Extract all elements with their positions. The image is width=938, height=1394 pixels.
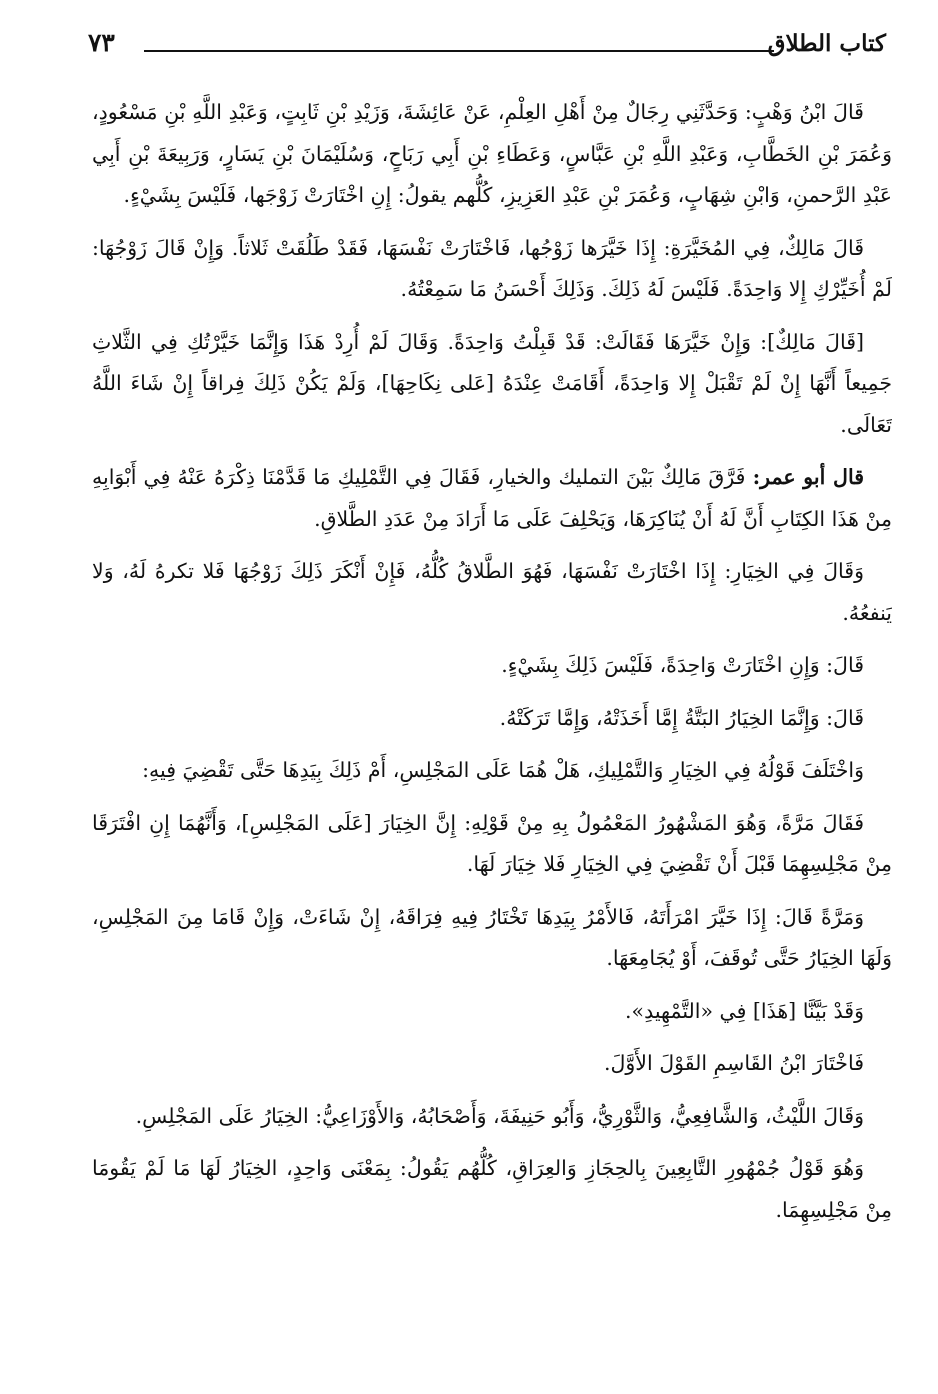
paragraph: قَالَ ابْنُ وَهْبٍ: وَحَدَّثَنِي رِجَالٌ مِنْ أَهْلِ العِلْمِ، عَنْ عَائِشَةَ، وَزَيْدِ بْنِ ثَابِتٍ، وَعَبْدِ اللَّهِ بْنِ مَسْعُودٍ، وَعُمَرَ بْنِ الخَطَّابِ، وَعَبْدِ اللَّهِ بْنِ عَبَّاسٍ، وَعَطَاءِ بْنِ أَبِي رَبَاحٍ، وَسُلَيْمَانَ بْنِ يَسَارٍ، وَرَبِيعَةَ بْنِ أَبِي عَبْدِ الرَّحمنِ، وَابْنِ شِهَابٍ، وَعُمَرَ بْنِ عَبْدِ العَزِيزِ، كُلُّهم يقولُ: إِنِ اخْتَارَتْ زَوْجَها، فَلَيْسَ بِشَيْءٍ. [92,100,892,207]
paragraph: قَالَ: وَإِنَّمَا الخِيَارُ البَتَّةُ إِمَّا أَخَذَتْهُ، وَإِمَّا تَرَكَتْهُ. [499,705,864,730]
paragraph: وَمَرَّةً قَالَ: إِذَا خَيَّرَ امْرَأَتَهُ، فَالأَمْرُ بِيَدِهَا تَخْتَارُ فِيهِ فِرَاقَهُ، إِنْ شَاءَتْ، وَإِنْ قَامَا مِنَ المَجْلِسِ، وَلَهَا الخِيَارُ حَتَّى تُوقَفَ، أَوْ يُجَامِعَهَا. [92,904,892,970]
paragraph: قَالَ مَالِكٌ، فِي المُخَيَّرَةِ: إِذَا خَيَّرَها زَوْجُها، فَاخْتَارَتْ نَفْسَهَا، فَقَدْ طَلُقَتْ ثَلاثاً. وَإِنْ قَالَ زَوْجُهَا: لَمْ أُخَيِّرْكِ إِلا وَاحِدَةً. فَلَيْسَ لَهُ ذَلِكَ. وَذَلِكَ أَحْسَنُ مَا سَمِعْتُهُ. [92,235,892,301]
body-text [92,92,892,1382]
paragraph: وَهُوَ قَوْلُ جُمْهُورِ التَّابِعِينَ بِالحِجَازِ وَالعِرَاقِ، كُلُّهُم يَقُولُ: بِمَعْنَى وَاحِدٍ، الخِيَارُ لَهَا مَا لَمْ يَقُومَا مِنْ مَجْلِسِهِمَا. [92,1156,892,1222]
paragraph: فَاخْتَارَ ابْنُ القَاسِمِ القَوْلَ الأَوَّلَ. [604,1051,864,1075]
paragraph-lead: قال أبو عمر: [752,465,864,489]
paragraph: [قَالَ مَالِكٌ]: وَإِنْ خَيَّرَهَا فَقَالَتْ: قَدْ قَبِلْتُ وَاحِدَةً. وَقَالَ لَمْ أُرِدْ هَذَا وَإِنَّمَا خَيَّرْتُكِ فِي الثَّلاثِ جَمِيعاً أَنَّهَا إِنْ لَمْ تَقْبَلْ إِلا وَاحِدَةً، أَقَامَتْ عِنْدَهُ [عَلى نِكَاحِهَا]، وَلَمْ يَكُنْ ذَلِكَ فِراقاً إِنْ شَاءَ اللَّهُ تَعَالَى. [92,329,892,437]
paragraph: قَالَ: وَإِنِ اخْتَارَتْ وَاحِدَةً، فَلَيْسَ ذَلِكَ بِشَيْءٍ. [501,653,864,677]
paragraph: قال أبو عمر: فَرَّقَ مَالِكٌ بَيْنَ التمليك والخيارِ، فَقَالَ فِي التَّمْلِيكِ مَا قَدَّمْنَا ذِكْرَهُ عَنْهُ فِي أَبْوَابِهِ مِنْ هَذَا الكِتَابِ أَنَّ لَهُ أَنْ يُنَاكِرَهَا، وَيَحْلِفَ عَلَى مَا أَرَادَ مِنْ عَدَدِ الطَّلاقِ. [92,465,892,531]
paragraph: فَقَالَ مَرَّةً، وَهُوَ المَشْهُورُ المَعْمُولُ بِهِ مِنْ قَوْلِهِ: إِنَّ الخِيَارَ [عَلَى المَجْلِسِ]، وَأَنَّهُمَا إِنِ افْتَرَقَا مِنْ مَجْلِسِهِمَا قَبْلَ أَنْ تَقْضِيَ فِي الخِيَارِ فَلا خِيَارَ لَهَا. [92,810,892,876]
page-number: ٧٣ [88,28,115,57]
paragraph: وَقَالَ اللَّيْثُ، وَالشَّافِعِيُّ، وَالثَّوْرِيُّ، وَأَبُو حَنِيفَةَ، وَأَصْحَابُهُ، وَالأَوْزَاعِيُّ: الخِيَارُ عَلَى المَجْلِسِ. [135,1103,864,1128]
paragraph: وَقَالَ فِي الخِيَارِ: إِذَا اخْتَارَتْ نَفْسَهَا، فَهُوَ الطَّلاقُ كُلُّهُ، فَإِنْ أَنْكَرَ ذَلِكَ زَوْجُهَا فَلا تكرهُ لَهُ، وَلا يَنفعُهُ. [92,559,892,625]
page-header [88,28,886,68]
running-title: كتاب الطلاق [767,30,886,57]
header-rule [144,50,774,52]
paragraph: وَاخْتَلَفَ قَوْلُهُ فِي الخِيَارِ وَالتَّمْلِيكِ، هَلْ هُمَا عَلَى المَجْلِسِ، أَمْ ذَلِكَ بِيَدِهَا حَتَّى تَقْضِيَ فِيهِ: [142,758,864,782]
paragraph: وَقَدْ بَيَّنَّا [هَذَا] فِي «التَّمْهِيدِ». [625,998,864,1023]
